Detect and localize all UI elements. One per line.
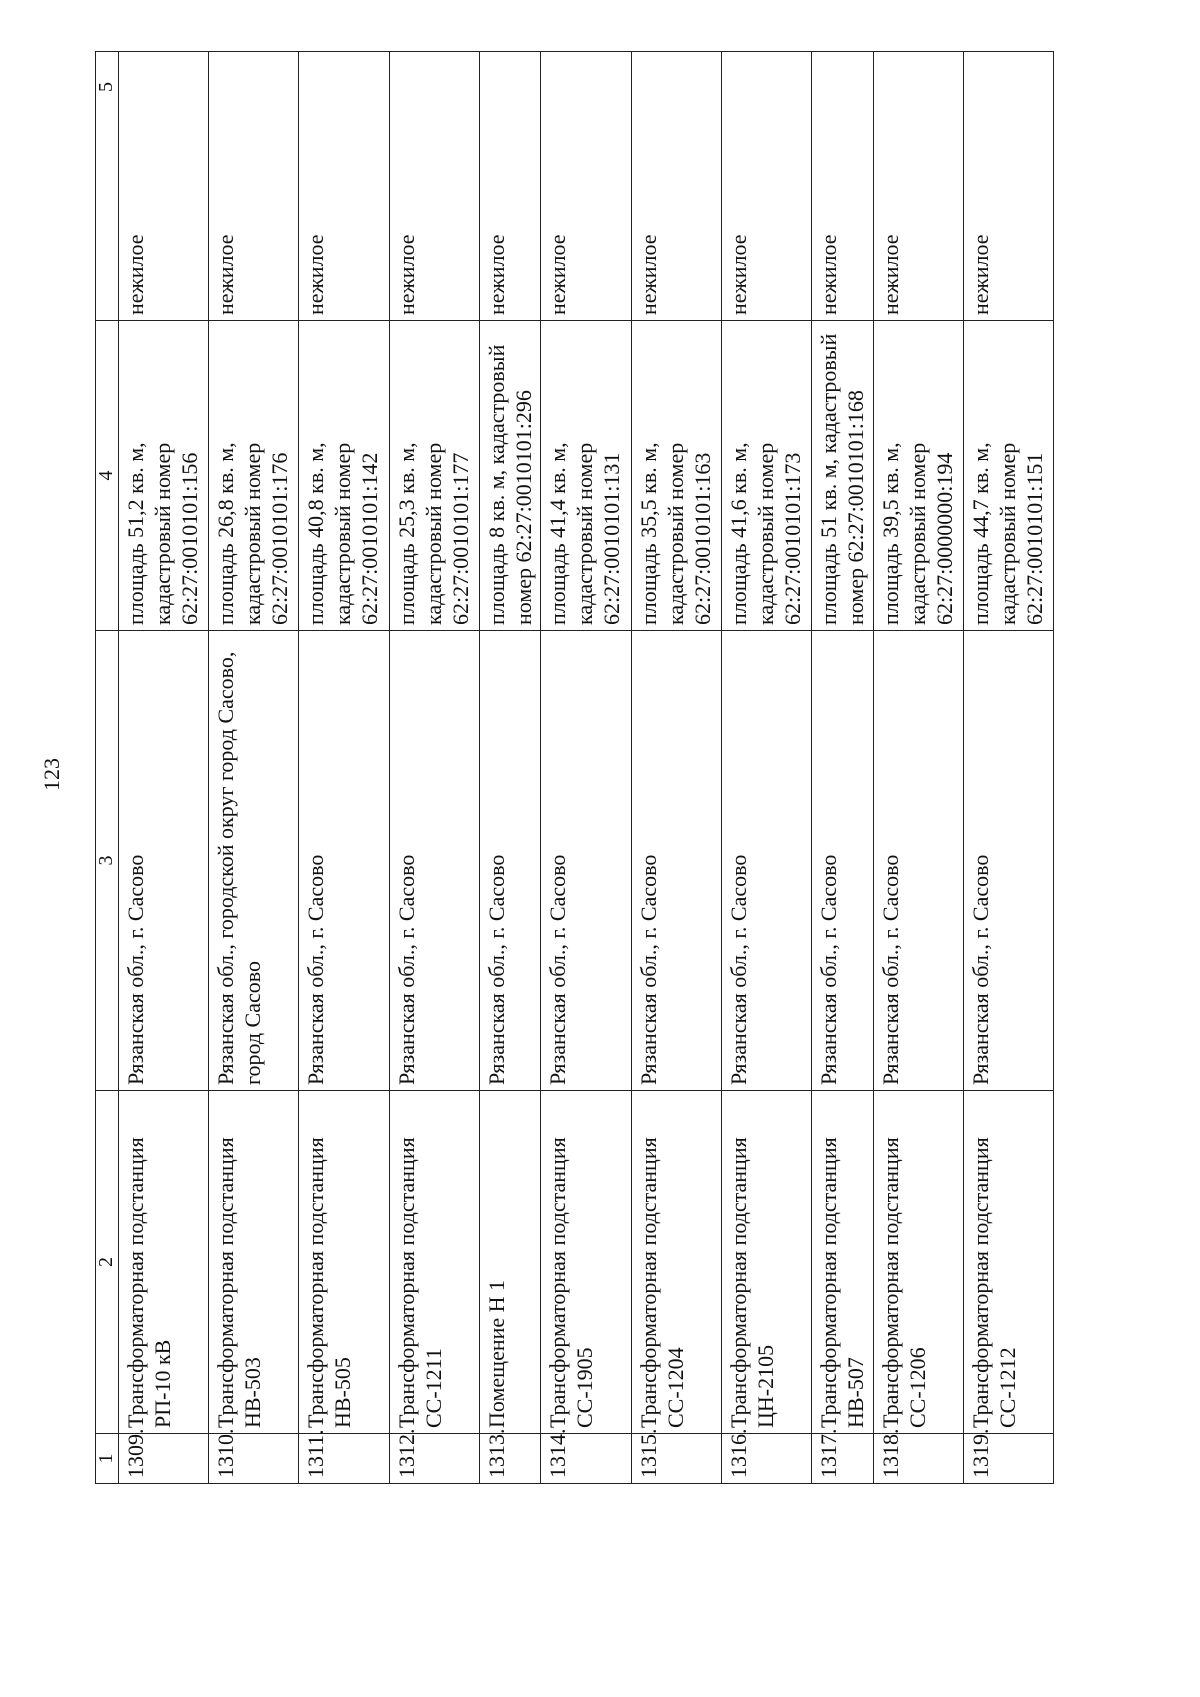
property-table (95, 51, 1054, 1484)
cell-address: Рязанская обл., г. Сасово (811, 631, 873, 1091)
cell-object-name: Трансформаторная подстанция НВ-507 (811, 1091, 873, 1434)
cell-characteristics: площадь 51 кв. м, кадастровый номер 62:27:0010101:168 (811, 321, 873, 631)
cell-row-number: 1315. (631, 1434, 721, 1484)
cell-address: Рязанская обл., г. Сасово (541, 631, 631, 1091)
cell-address: Рязанская обл., городской округ город Сасово, город Сасово (209, 631, 299, 1091)
cell-row-number: 1317. (811, 1434, 873, 1484)
header-cell-5: 5 (96, 52, 119, 321)
cell-object-name: Трансформаторная подстанция НВ-503 (209, 1091, 299, 1434)
cell-characteristics: площадь 40,8 кв. м, кадастровый номер 62:27:0010101:142 (299, 321, 389, 631)
table-row (541, 52, 631, 1484)
cell-object-name: Помещение Н 1 (479, 1091, 541, 1434)
cell-object-name: Трансформаторная подстанция СС-1211 (389, 1091, 479, 1434)
page-number: 123 (39, 758, 64, 792)
cell-row-number: 1318. (873, 1434, 963, 1484)
table-row (721, 52, 811, 1484)
cell-row-number: 1314. (541, 1434, 631, 1484)
table-row (119, 52, 209, 1484)
cell-characteristics: площадь 35,5 кв. м, кадастровый номер 62:27:0010101:163 (631, 321, 721, 631)
table-row (811, 52, 873, 1484)
cell-characteristics: площадь 44,7 кв. м, кадастровый номер 62:27:0010101:151 (963, 321, 1053, 631)
table-row (389, 52, 479, 1484)
cell-characteristics: площадь 25,3 кв. м, кадастровый номер 62:27:0010101:177 (389, 321, 479, 631)
cell-row-number: 1313. (479, 1434, 541, 1484)
cell-characteristics: площадь 41,6 кв. м, кадастровый номер 62:27:0010101:173 (721, 321, 811, 631)
cell-row-number: 1311. (299, 1434, 389, 1484)
cell-address: Рязанская обл., г. Сасово (631, 631, 721, 1091)
cell-row-number: 1309. (119, 1434, 209, 1484)
cell-row-number: 1319. (963, 1434, 1053, 1484)
table-row (209, 52, 299, 1484)
cell-characteristics: площадь 26,8 кв. м, кадастровый номер 62:27:0010101:176 (209, 321, 299, 631)
cell-purpose: нежилое (811, 52, 873, 321)
cell-row-number: 1310. (209, 1434, 299, 1484)
cell-characteristics: площадь 51,2 кв. м, кадастровый номер 62:27:0010101:156 (119, 321, 209, 631)
cell-object-name: Трансформаторная подстанция ЦН-2105 (721, 1091, 811, 1434)
table-row (479, 52, 541, 1484)
cell-object-name: Трансформаторная подстанция СС-1905 (541, 1091, 631, 1434)
header-cell-2: 2 (96, 1091, 119, 1434)
cell-address: Рязанская обл., г. Сасово (721, 631, 811, 1091)
header-cell-3: 3 (96, 631, 119, 1091)
table-row (873, 52, 963, 1484)
cell-purpose: нежилое (541, 52, 631, 321)
cell-address: Рязанская обл., г. Сасово (479, 631, 541, 1091)
cell-characteristics: площадь 41,4 кв. м, кадастровый номер 62:27:0010101:131 (541, 321, 631, 631)
cell-purpose: нежилое (209, 52, 299, 321)
cell-purpose: нежилое (479, 52, 541, 321)
cell-purpose: нежилое (299, 52, 389, 321)
cell-purpose: нежилое (389, 52, 479, 321)
header-cell-1: 1 (96, 1434, 119, 1484)
cell-object-name: Трансформаторная подстанция СС-1204 (631, 1091, 721, 1434)
table-row (963, 52, 1053, 1484)
rotated-table-wrapper (95, 52, 1054, 1484)
cell-object-name: Трансформаторная подстанция СС-1206 (873, 1091, 963, 1434)
cell-object-name: Трансформаторная подстанция РП-10 кВ (119, 1091, 209, 1434)
cell-address: Рязанская обл., г. Сасово (963, 631, 1053, 1091)
table-row (631, 52, 721, 1484)
cell-characteristics: площадь 8 кв. м, кадастровый номер 62:27:0010101:296 (479, 321, 541, 631)
cell-row-number: 1312. (389, 1434, 479, 1484)
cell-address: Рязанская обл., г. Сасово (299, 631, 389, 1091)
cell-address: Рязанская обл., г. Сасово (389, 631, 479, 1091)
cell-object-name: Трансформаторная подстанция СС-1212 (963, 1091, 1053, 1434)
cell-purpose: нежилое (873, 52, 963, 321)
cell-address: Рязанская обл., г. Сасово (119, 631, 209, 1091)
cell-purpose: нежилое (119, 52, 209, 321)
cell-row-number: 1316. (721, 1434, 811, 1484)
table-body (96, 52, 1054, 1484)
table-row (299, 52, 389, 1484)
cell-purpose: нежилое (631, 52, 721, 321)
header-cell-4: 4 (96, 321, 119, 631)
cell-purpose: нежилое (721, 52, 811, 321)
cell-purpose: нежилое (963, 52, 1053, 321)
cell-object-name: Трансформаторная подстанция НВ-505 (299, 1091, 389, 1434)
cell-address: Рязанская обл., г. Сасово (873, 631, 963, 1091)
header-row (96, 52, 119, 1484)
cell-characteristics: площадь 39,5 кв. м, кадастровый номер 62:27:0000000:194 (873, 321, 963, 631)
